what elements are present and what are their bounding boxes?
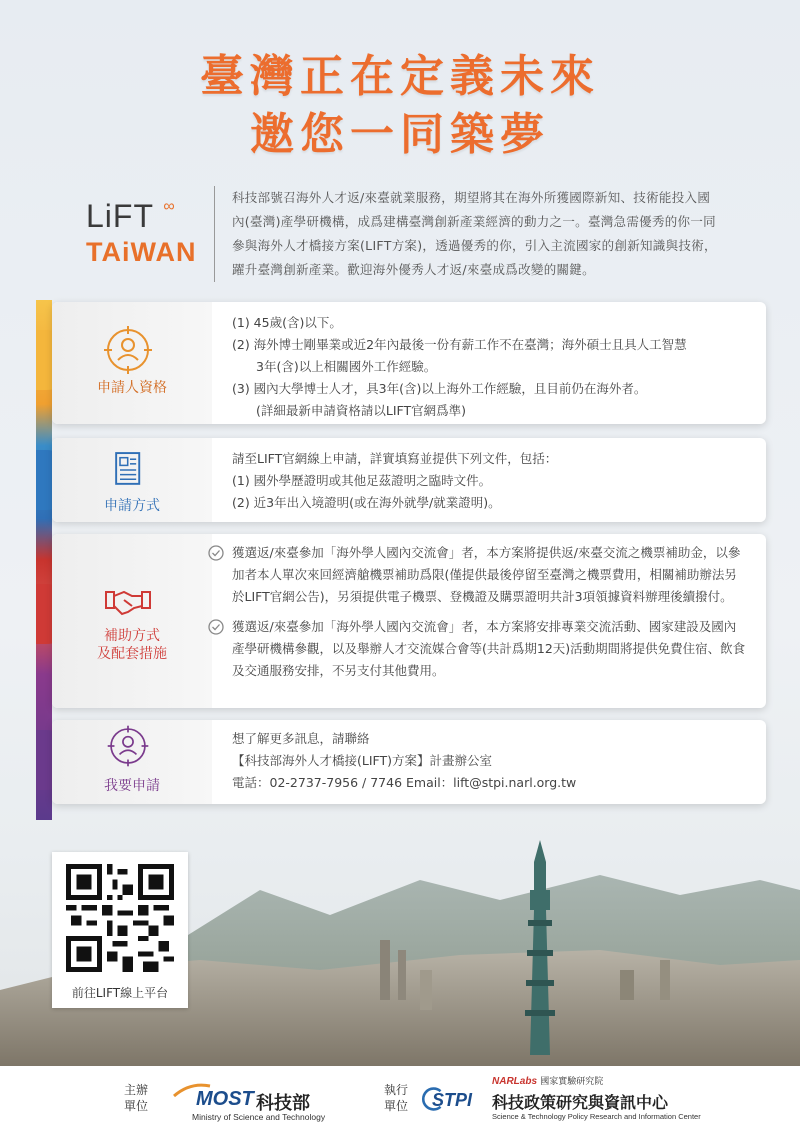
- organizer-label: [124, 1082, 148, 1114]
- eligibility-item: (2) 海外博士剛畢業或近2年內最後一份有薪工作不在臺灣；海外碩士且具人工智慧: [232, 337, 687, 352]
- executor-label-line: 單位: [384, 1099, 409, 1113]
- subsidy-label-line-1: 補助方式: [104, 628, 160, 644]
- page-title-line-2: 邀您一同築夢: [250, 109, 550, 160]
- method-item: (1) 國外學歷證明或其他足茲證明之臨時文件。: [232, 473, 492, 488]
- person-target-icon: [102, 324, 154, 376]
- intro-line: 內(臺灣)產學研機構，成爲建構臺灣創新產業經濟的動力之一。臺灣急需優秀的你一同: [232, 214, 716, 229]
- method-card: [52, 438, 766, 522]
- eligibility-item: (3) 國內大學博士人才，具3年(含)以上海外工作經驗，且目前仍在海外者。: [232, 381, 647, 396]
- infinity-icon: ∞: [163, 198, 176, 215]
- subsidy-card: [52, 534, 766, 708]
- qr-code-icon: [66, 864, 174, 972]
- subsidy-paragraph-2: 獲選返/來臺參加「海外學人國內交流會」者，本方案將安排專業交流活動、國家建設及國內產學研機構參觀，以及舉辦人才交流媒合會等(共計爲期12天)活動期間將提供免費住宿、飲食及交通服務安排，不另支付其他費用。: [232, 619, 746, 678]
- stpi-name: 科技政策研究與資訊中心: [492, 1093, 669, 1112]
- qr-caption: 前往LIFT線上平台: [71, 986, 169, 1000]
- lift-taiwan-logo: [86, 198, 196, 268]
- method-body: [232, 448, 748, 514]
- apply-card: [52, 720, 766, 804]
- stpi-english-name: Science & Technology Policy Research and Information Center: [492, 1112, 701, 1121]
- subsidy-label-line-2: 及配套措施: [97, 646, 167, 662]
- eligibility-item: (詳細最新申請資格請以LIFT官網爲準): [256, 403, 467, 418]
- eligibility-card: [52, 302, 766, 424]
- intro-line: 科技部號召海外人才返/來臺就業服務，期望將其在海外所獲國際新知、技術能投入國: [232, 190, 711, 205]
- narlabs-text: NARLabs: [492, 1076, 538, 1087]
- subsidy-paragraph-1: 獲選返/來臺參加「海外學人國內交流會」者，本方案將提供返/來臺交流之機票補助金，以參加者本人單次來回經濟艙機票補助爲限(僅提供最後停留至臺灣之機票費用，相關補助辦法另於LIFT官網公告)，另須提供電子機票、登機證及購票證明共計3項領據資料辦理後續撥付。: [232, 545, 741, 604]
- subsidy-side: [52, 534, 212, 708]
- most-logo: MOST: [196, 1088, 254, 1110]
- subsidy-body: [208, 542, 748, 690]
- apply-line[interactable]: 電話：02-2737-7956 / 7746 Email：lift@stpi.narl.org.tw: [232, 775, 577, 790]
- eligibility-label: 申請人資格: [97, 380, 167, 396]
- subsidy-item: [208, 542, 748, 608]
- document-icon: [110, 448, 150, 492]
- page-title-line-1: 臺灣正在定義未來: [200, 51, 600, 102]
- most-english-name: Ministry of Science and Technology: [192, 1112, 326, 1122]
- eligibility-side: [52, 302, 212, 424]
- intro-divider: [214, 186, 215, 282]
- apply-body: [232, 728, 748, 794]
- apply-label[interactable]: 我要申請: [104, 778, 160, 794]
- method-item: 請至LIFT官網線上申請，詳實填寫並提供下列文件，包括：: [232, 451, 558, 466]
- footer: [0, 1066, 800, 1132]
- check-circle-icon: [208, 545, 224, 561]
- handshake-icon: [102, 578, 154, 630]
- method-label: 申請方式: [104, 498, 160, 514]
- apply-line: 【科技部海外人才橋接(LIFT)方案】計畫辦公室: [232, 753, 493, 768]
- applicant-target-icon: [106, 724, 150, 768]
- method-side: [52, 438, 212, 522]
- stpi-logo: STPI: [432, 1090, 473, 1110]
- subsidy-item: [208, 616, 748, 682]
- most-name: 科技部: [256, 1093, 310, 1114]
- taiwan-logo-text: TAiWAN: [86, 237, 197, 267]
- method-item: (2) 近3年出入境證明(或在海外就學/就業證明)。: [232, 495, 501, 510]
- lift-logo-text: LiFT: [86, 198, 154, 234]
- narlabs-logo: [492, 1074, 603, 1087]
- eligibility-item: 3年(含)以上相關國外工作經驗。: [256, 359, 437, 374]
- intro-paragraph: [232, 186, 762, 282]
- eligibility-body: [232, 312, 748, 422]
- apply-line: 想了解更多訊息，請聯絡: [232, 731, 370, 746]
- intro-line: 參與海外人才橋接方案(LIFT方案)，透過優秀的你，引入主流國家的創新知識與技術，: [232, 238, 717, 253]
- executor-label: [384, 1082, 408, 1114]
- narlabs-cn-text: 國家實驗研究院: [540, 1077, 604, 1087]
- organizer-label-line: 主辦: [124, 1083, 149, 1097]
- check-circle-icon: [208, 619, 224, 635]
- intro-line: 躍升臺灣創新產業。歡迎海外優秀人才返/來臺成爲改變的關鍵。: [232, 262, 595, 277]
- eligibility-item: (1) 45歲(含)以下。: [232, 315, 342, 330]
- apply-side: [52, 720, 212, 804]
- executor-label-line: 執行: [384, 1083, 409, 1097]
- organizer-label-line: 單位: [124, 1099, 149, 1113]
- qr-code-box[interactable]: [52, 852, 188, 1008]
